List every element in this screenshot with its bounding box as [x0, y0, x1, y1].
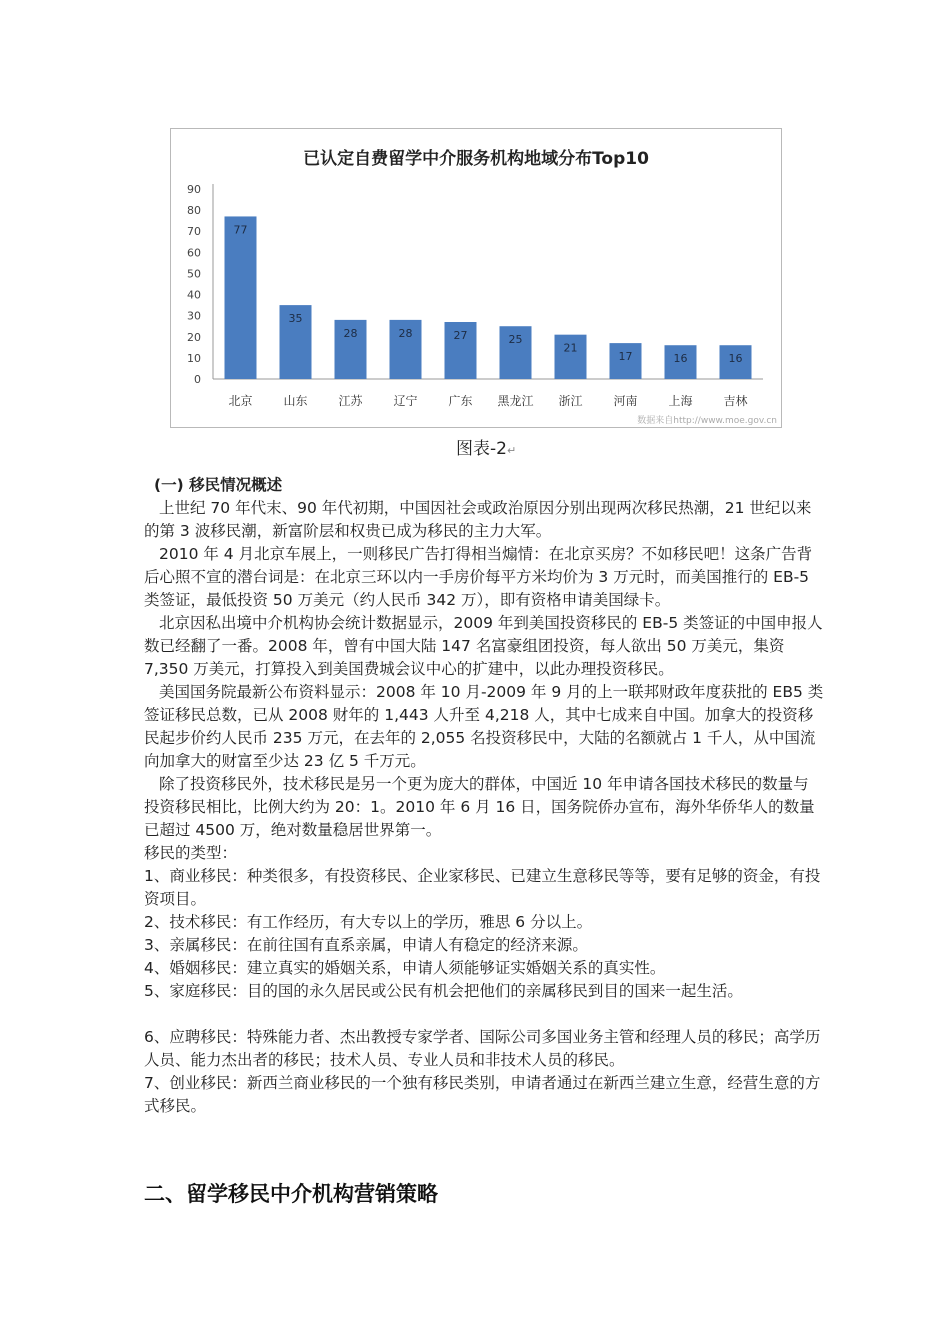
x-tick-label: 黑龙江	[497, 394, 534, 408]
y-tick-label: 20	[187, 330, 201, 344]
type-item: 3、亲属移民：在前往国有直系亲属，申请人有稳定的经济来源。	[144, 936, 588, 954]
paragraph: 美国国务院最新公布资料显示：2008 年 10 月-2009 年 9 月的上一联邦财政年度获批的 EB5 类签证移民总数，已从 2008 财年的 1,443 人升至 4,218 人，其中七成来自中国。加拿大的投资移民起步价约人民币 235 万元，在去年的 2,055 名投资移民中，大陆的名额就占 1 千人，从中国流向加拿大的财富至少达 23 亿 5 千万元。	[144, 683, 824, 770]
bar-value-label: 28	[398, 326, 413, 340]
y-tick-label: 40	[187, 288, 201, 302]
y-tick-label: 50	[187, 267, 201, 281]
chart-title: 已认定自费留学中介服务机构地域分布Top10	[303, 149, 649, 169]
bar-value-label: 17	[618, 350, 633, 364]
paragraph: 除了投资移民外，技术移民是另一个更为庞大的群体，中国近 10 年申请各国技术移民的数量与投资移民相比，比例大约为 20：1。2010 年 6 月 16 日，国务院侨办宣布，海外华侨华人的数量已超过 4500 万，绝对数量稳居世界第一。	[144, 775, 815, 839]
bar-value-label: 16	[673, 352, 688, 366]
bar-value-label: 35	[288, 312, 303, 326]
type-item: 6、应聘移民：特殊能力者、杰出教授专家学者、国际公司多国业务主管和经理人员的移民；高学历人员、能力杰出者的移民；技术人员、专业人员和非技术人员的移民。	[144, 1028, 821, 1069]
y-tick-label: 90	[187, 183, 201, 196]
y-tick-label: 10	[187, 351, 201, 365]
paragraph: 北京因私出境中介机构协会统计数据显示，2009 年到美国投资移民的 EB-5 类签证的中国申报人数已经翻了一番。2008 年，曾有中国大陆 147 名富豪组团投资，每人欲出 50 万美元，集资 7,350 万美元，打算投入到美国费城会议中心的扩建中，以此办理投资移民。	[144, 614, 823, 678]
bar-chart	[170, 128, 782, 428]
type-item: 5、家庭移民：目的国的永久居民或公民有机会把他们的亲属移民到目的国来一起生活。	[144, 982, 743, 1000]
y-tick-label: 30	[187, 309, 201, 323]
x-tick-label: 上海	[668, 394, 693, 408]
x-tick-label: 广东	[448, 394, 473, 408]
type-item: 4、婚姻移民：建立真实的婚姻关系，申请人须能够证实婚姻关系的真实性。	[144, 959, 666, 977]
type-item: 2、技术移民：有工作经历，有大专以上的学历，雅思 6 分以上。	[144, 913, 593, 931]
section-heading-1: (一) 移民情况概述	[154, 476, 283, 494]
type-item: 1、商业移民：种类很多，有投资移民、企业家移民、已建立生意移民等等，要有足够的资金，有投资项目。	[144, 867, 821, 908]
chart-svg	[171, 129, 781, 427]
bar	[225, 216, 257, 379]
x-tick-label: 北京	[228, 394, 253, 408]
bar-value-label: 77	[233, 223, 248, 237]
y-tick-label: 80	[187, 204, 201, 218]
figure-caption-text: 图表-2	[456, 439, 507, 459]
bar-value-label: 21	[563, 341, 578, 355]
y-tick-label: 0	[194, 373, 201, 386]
chart-source-note: 数据来自http://www.moe.gov.cn	[637, 416, 777, 426]
paragraph: 2010 年 4 月北京车展上，一则移民广告打得相当煽情：在北京买房？不如移民吧！这条广告背后心照不宣的潜台词是：在北京三环以内一手房价每平方米均价为 3 万元时，而美国推行的 EB-5 类签证，最低投资 50 万美元（约人民币 342 万），即有资格申请美国绿卡。	[144, 545, 813, 609]
paragraph-mark: ↵	[506, 444, 517, 457]
bar-value-label: 27	[453, 329, 468, 342]
x-tick-label: 江苏	[338, 394, 363, 408]
bar-value-label: 25	[508, 333, 523, 347]
section-heading-2: 二、留学移民中介机构营销策略	[144, 1182, 438, 1206]
x-tick-label: 浙江	[558, 394, 583, 408]
types-heading: 移民的类型：	[144, 844, 238, 862]
x-tick-label: 河南	[613, 394, 638, 408]
chart-x-ticks	[228, 393, 747, 408]
x-tick-label: 山东	[283, 394, 308, 408]
x-tick-label: 吉林	[723, 394, 748, 408]
bar-value-label: 16	[728, 352, 743, 366]
x-tick-label: 辽宁	[393, 394, 418, 408]
y-tick-label: 70	[187, 225, 201, 239]
paragraph: 上世纪 70 年代末、90 年代初期，中国因社会或政治原因分别出现两次移民热潮，21 世纪以来的第 3 波移民潮，新富阶层和权贵已成为移民的主力大军。	[144, 499, 812, 540]
y-tick-label: 60	[187, 246, 201, 260]
type-item: 7、创业移民：新西兰商业移民的一个独有移民类别，申请者通过在新西兰建立生意，经营生意的方式移民。	[144, 1074, 821, 1115]
bar-value-label: 28	[343, 326, 358, 340]
body-text	[144, 474, 824, 1118]
chart-bars	[225, 216, 752, 379]
figure-caption	[456, 434, 516, 459]
